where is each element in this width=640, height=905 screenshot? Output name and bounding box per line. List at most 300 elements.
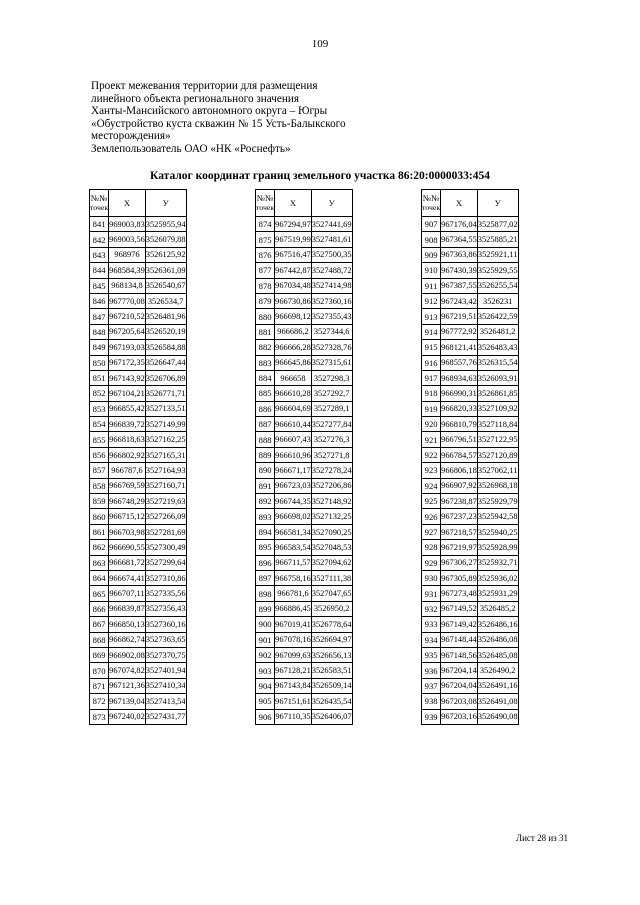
y-coordinate-cell: 3527109,92 — [477, 401, 518, 416]
table-row — [256, 417, 353, 432]
point-number-cell: 882 — [256, 340, 275, 355]
point-number-cell: 856 — [90, 447, 109, 462]
x-coordinate-cell: 967205,64 — [109, 324, 146, 339]
y-coordinate-cell: 3525955,94 — [145, 217, 186, 232]
table-row — [90, 232, 187, 247]
x-coordinate-cell: 969003,83 — [109, 217, 146, 232]
x-coordinate-cell: 966604,69 — [275, 401, 312, 416]
x-coordinate-cell: 967148,44 — [441, 632, 478, 647]
x-coordinate-cell: 967110,35 — [275, 709, 312, 724]
x-coordinate-cell: 966781,6 — [275, 586, 312, 601]
table-row — [256, 494, 353, 509]
table-row — [90, 217, 187, 232]
y-coordinate-cell: 3527410,34 — [145, 678, 186, 693]
y-coordinate-cell: 3526861,85 — [477, 386, 518, 401]
x-coordinate-cell: 966744,35 — [275, 494, 312, 509]
point-number-cell: 924 — [422, 478, 441, 493]
y-coordinate-cell: 3526486,16 — [477, 617, 518, 632]
point-number-cell: 851 — [90, 370, 109, 385]
y-coordinate-cell: 3527111,38 — [311, 570, 352, 585]
table-row — [90, 647, 187, 662]
y-coordinate-cell: 3527048,53 — [311, 540, 352, 555]
y-coordinate-cell: 3525929,79 — [477, 494, 518, 509]
table-header-row — [256, 190, 353, 217]
point-number-cell: 930 — [422, 570, 441, 585]
y-coordinate-cell: 3527488,72 — [311, 263, 352, 278]
x-coordinate-cell: 966758,16 — [275, 570, 312, 585]
table-row — [422, 478, 519, 493]
y-coordinate-cell: 3527206,86 — [311, 478, 352, 493]
x-coordinate-cell: 966666,28 — [275, 340, 312, 355]
point-number-header-line1: №№ — [90, 193, 108, 203]
table-row — [256, 293, 353, 308]
point-number-cell: 918 — [422, 386, 441, 401]
y-coordinate-cell: 3527360,16 — [145, 617, 186, 632]
x-coordinate-cell: 966681,72 — [109, 555, 146, 570]
x-coordinate-cell: 966686,2 — [275, 324, 312, 339]
x-coordinate-cell: 966855,42 — [109, 401, 146, 416]
point-number-cell: 861 — [90, 524, 109, 539]
y-coordinate-cell: 3526361,09 — [145, 263, 186, 278]
table-row — [256, 663, 353, 678]
y-coordinate-cell: 3527315,61 — [311, 355, 352, 370]
table-row — [90, 524, 187, 539]
x-coordinate-cell: 966711,57 — [275, 555, 312, 570]
point-number-cell: 901 — [256, 632, 275, 647]
point-number-cell: 917 — [422, 370, 441, 385]
table-row — [90, 678, 187, 693]
y-coordinate-cell: 3527118,84 — [477, 417, 518, 432]
table-row — [256, 324, 353, 339]
table-row — [256, 370, 353, 385]
table-row — [422, 447, 519, 462]
point-number-cell: 898 — [256, 586, 275, 601]
x-coordinate-cell: 966907,92 — [441, 478, 478, 493]
header-line: Проект межевания территории для размещения — [91, 80, 318, 92]
y-coordinate-cell: 3526520,19 — [145, 324, 186, 339]
x-coordinate-cell: 966990,31 — [441, 386, 478, 401]
point-number-cell: 860 — [90, 509, 109, 524]
point-number-cell: 894 — [256, 524, 275, 539]
y-coordinate-cell: 3527441,69 — [311, 217, 352, 232]
table-row — [422, 247, 519, 262]
x-coordinate-cell: 966607,43 — [275, 432, 312, 447]
y-coordinate-cell: 3527335,56 — [145, 586, 186, 601]
y-coordinate-cell: 3526125,92 — [145, 247, 186, 262]
table-row — [256, 678, 353, 693]
point-number-cell: 868 — [90, 632, 109, 647]
x-coordinate-cell: 966703,98 — [109, 524, 146, 539]
table-row — [422, 370, 519, 385]
point-number-cell: 855 — [90, 432, 109, 447]
y-coordinate-cell: 3527356,43 — [145, 601, 186, 616]
y-coordinate-cell: 3525877,02 — [477, 217, 518, 232]
y-coordinate-cell: 3526534,7 — [145, 293, 186, 308]
table-row — [422, 694, 519, 709]
y-coordinate-cell: 3526485,08 — [477, 647, 518, 662]
x-coordinate-cell: 966583,54 — [275, 540, 312, 555]
point-number-cell: 887 — [256, 417, 275, 432]
point-number-cell: 844 — [90, 263, 109, 278]
table-row — [256, 463, 353, 478]
table-row — [422, 278, 519, 293]
y-coordinate-cell: 3527149,99 — [145, 417, 186, 432]
table-row — [422, 509, 519, 524]
x-coordinate-cell: 966690,55 — [109, 540, 146, 555]
table-header-row — [90, 190, 187, 217]
x-coordinate-cell: 967210,52 — [109, 309, 146, 324]
point-number-cell: 883 — [256, 355, 275, 370]
x-coordinate-cell: 967218,57 — [441, 524, 478, 539]
header-line: Землепользователь ОАО «НК «Роснефть» — [91, 142, 291, 155]
table-row — [90, 309, 187, 324]
table-row — [256, 509, 353, 524]
table-row — [422, 632, 519, 647]
column-header-x: X — [441, 190, 478, 217]
x-coordinate-cell: 966645,86 — [275, 355, 312, 370]
x-coordinate-cell: 967204,04 — [441, 678, 478, 693]
point-number-cell: 846 — [90, 293, 109, 308]
table-row — [422, 601, 519, 616]
point-number-cell: 878 — [256, 278, 275, 293]
table-row — [422, 463, 519, 478]
x-coordinate-cell: 967121,36 — [109, 678, 146, 693]
point-number-cell: 908 — [422, 232, 441, 247]
point-number-cell: 876 — [256, 247, 275, 262]
x-coordinate-cell: 968557,76 — [441, 355, 478, 370]
y-coordinate-cell: 3527165,31 — [145, 447, 186, 462]
x-coordinate-cell: 967240,02 — [109, 709, 146, 724]
x-coordinate-cell: 966769,59 — [109, 478, 146, 493]
y-coordinate-cell: 3527292,7 — [311, 386, 352, 401]
point-number-cell: 921 — [422, 432, 441, 447]
x-coordinate-cell: 968584,39 — [109, 263, 146, 278]
y-coordinate-cell: 3527289,1 — [311, 401, 352, 416]
x-coordinate-cell: 967172,35 — [109, 355, 146, 370]
table-row — [256, 355, 353, 370]
point-number-cell: 939 — [422, 709, 441, 724]
y-coordinate-cell: 3525940,25 — [477, 524, 518, 539]
table-row — [256, 524, 353, 539]
y-coordinate-cell: 3526079,88 — [145, 232, 186, 247]
y-coordinate-cell: 3527370,75 — [145, 647, 186, 662]
x-coordinate-cell: 967139,04 — [109, 694, 146, 709]
point-number-cell: 863 — [90, 555, 109, 570]
x-coordinate-cell: 967148,56 — [441, 647, 478, 662]
x-coordinate-cell: 966723,03 — [275, 478, 312, 493]
point-number-cell: 927 — [422, 524, 441, 539]
point-number-cell: 873 — [90, 709, 109, 724]
point-number-cell: 888 — [256, 432, 275, 447]
table-row — [422, 494, 519, 509]
y-coordinate-cell: 3526422,59 — [477, 309, 518, 324]
point-number-cell: 910 — [422, 263, 441, 278]
x-coordinate-cell: 967176,04 — [441, 217, 478, 232]
point-number-cell: 907 — [422, 217, 441, 232]
x-coordinate-cell: 968134,8 — [109, 278, 146, 293]
point-number-cell: 935 — [422, 647, 441, 662]
point-number-cell: 912 — [422, 293, 441, 308]
table-row — [256, 278, 353, 293]
x-coordinate-cell: 967151,61 — [275, 694, 312, 709]
table-row — [422, 709, 519, 724]
table-row — [90, 540, 187, 555]
table-row — [90, 386, 187, 401]
table-row — [90, 340, 187, 355]
table-row — [422, 293, 519, 308]
point-number-cell: 880 — [256, 309, 275, 324]
point-number-cell: 903 — [256, 663, 275, 678]
table-row — [422, 263, 519, 278]
header-line: «Обустройство куста скважин № 15 Усть-Балыкского — [91, 117, 346, 130]
table-row — [422, 663, 519, 678]
x-coordinate-cell: 967237,23 — [441, 509, 478, 524]
y-coordinate-cell: 3527413,54 — [145, 694, 186, 709]
header-line: Ханты-Мансийского автономного округа – Югры — [91, 105, 328, 118]
y-coordinate-cell: 3527344,6 — [311, 324, 352, 339]
point-number-cell: 913 — [422, 309, 441, 324]
point-number-cell: 899 — [256, 601, 275, 616]
x-coordinate-cell: 967099,63 — [275, 647, 312, 662]
point-number-cell: 848 — [90, 324, 109, 339]
point-number-cell: 902 — [256, 647, 275, 662]
table-row — [90, 601, 187, 616]
y-coordinate-cell: 3527062,11 — [477, 463, 518, 478]
point-number-cell: 895 — [256, 540, 275, 555]
x-coordinate-cell: 969003,56 — [109, 232, 146, 247]
point-number-cell: 862 — [90, 540, 109, 555]
x-coordinate-cell: 966730,86 — [275, 293, 312, 308]
coordinate-table — [421, 189, 519, 725]
y-coordinate-cell: 3527122,95 — [477, 432, 518, 447]
table-row — [90, 278, 187, 293]
table-row — [90, 663, 187, 678]
x-coordinate-cell: 967387,55 — [441, 278, 478, 293]
x-coordinate-cell: 966902,08 — [109, 647, 146, 662]
column-header-point-number — [256, 190, 275, 217]
x-coordinate-cell: 967204,14 — [441, 663, 478, 678]
point-number-cell: 919 — [422, 401, 441, 416]
x-coordinate-cell: 966784,57 — [441, 447, 478, 462]
y-coordinate-cell: 3526540,67 — [145, 278, 186, 293]
x-coordinate-cell: 967203,08 — [441, 694, 478, 709]
x-coordinate-cell: 967128,21 — [275, 663, 312, 678]
x-coordinate-cell: 967143,84 — [275, 678, 312, 693]
y-coordinate-cell: 3527132,25 — [311, 509, 352, 524]
point-number-cell: 923 — [422, 463, 441, 478]
point-number-cell: 879 — [256, 293, 275, 308]
catalog-title: Каталог координат границ земельного участка 86:20:0000033:454 — [150, 170, 490, 182]
point-number-cell: 875 — [256, 232, 275, 247]
point-number-cell: 905 — [256, 694, 275, 709]
table-row — [422, 570, 519, 585]
x-coordinate-cell: 968121,41 — [441, 340, 478, 355]
table-row — [90, 463, 187, 478]
x-coordinate-cell: 967019,41 — [275, 617, 312, 632]
x-coordinate-cell: 966802,92 — [109, 447, 146, 462]
y-coordinate-cell: 3526231 — [477, 293, 518, 308]
x-coordinate-cell: 967104,21 — [109, 386, 146, 401]
table-row — [90, 293, 187, 308]
table-row — [90, 370, 187, 385]
point-number-cell: 858 — [90, 478, 109, 493]
y-coordinate-cell: 3527277,84 — [311, 417, 352, 432]
y-coordinate-cell: 3525885,21 — [477, 232, 518, 247]
table-header-row — [422, 190, 519, 217]
point-number-cell: 914 — [422, 324, 441, 339]
table-row — [422, 217, 519, 232]
point-number-cell: 870 — [90, 663, 109, 678]
y-coordinate-cell: 3527360,16 — [311, 293, 352, 308]
table-row — [422, 540, 519, 555]
point-number-cell: 866 — [90, 601, 109, 616]
y-coordinate-cell: 3526481,2 — [477, 324, 518, 339]
x-coordinate-cell: 968934,63 — [441, 370, 478, 385]
table-row — [256, 263, 353, 278]
x-coordinate-cell: 967078,16 — [275, 632, 312, 647]
point-number-cell: 934 — [422, 632, 441, 647]
point-number-cell: 891 — [256, 478, 275, 493]
header-line: месторождения» — [91, 130, 171, 143]
x-coordinate-cell: 966581,34 — [275, 524, 312, 539]
y-coordinate-cell: 3526481,96 — [145, 309, 186, 324]
point-number-cell: 869 — [90, 647, 109, 662]
table-row — [256, 447, 353, 462]
point-number-cell: 906 — [256, 709, 275, 724]
x-coordinate-cell: 966850,13 — [109, 617, 146, 632]
y-coordinate-cell: 3526778,64 — [311, 617, 352, 632]
point-number-cell: 884 — [256, 370, 275, 385]
y-coordinate-cell: 3527481,61 — [311, 232, 352, 247]
x-coordinate-cell: 966818,63 — [109, 432, 146, 447]
y-coordinate-cell: 3527299,64 — [145, 555, 186, 570]
point-number-cell: 877 — [256, 263, 275, 278]
point-number-cell: 865 — [90, 586, 109, 601]
table-row — [256, 217, 353, 232]
table-row — [256, 340, 353, 355]
x-coordinate-cell: 967074,82 — [109, 663, 146, 678]
x-coordinate-cell: 967219,51 — [441, 309, 478, 324]
table-row — [422, 586, 519, 601]
table-row — [256, 386, 353, 401]
point-number-cell: 925 — [422, 494, 441, 509]
x-coordinate-cell: 966862,74 — [109, 632, 146, 647]
x-coordinate-cell: 967149,52 — [441, 601, 478, 616]
x-coordinate-cell: 967770,08 — [109, 293, 146, 308]
y-coordinate-cell: 3527164,93 — [145, 463, 186, 478]
table-row — [256, 601, 353, 616]
y-coordinate-cell: 3527355,43 — [311, 309, 352, 324]
y-coordinate-cell: 3526315,54 — [477, 355, 518, 370]
x-coordinate-cell: 967442,87 — [275, 263, 312, 278]
y-coordinate-cell: 3526491,16 — [477, 678, 518, 693]
point-number-cell: 854 — [90, 417, 109, 432]
y-coordinate-cell: 3525921,11 — [477, 247, 518, 262]
column-header-y: У — [311, 190, 352, 217]
point-number-cell: 841 — [90, 217, 109, 232]
table-row — [256, 247, 353, 262]
y-coordinate-cell: 3526656,13 — [311, 647, 352, 662]
column-header-point-number — [90, 190, 109, 217]
x-coordinate-cell: 967143,92 — [109, 370, 146, 385]
y-coordinate-cell: 3527148,92 — [311, 494, 352, 509]
y-coordinate-cell: 3526968,18 — [477, 478, 518, 493]
table-row — [422, 309, 519, 324]
table-row — [422, 678, 519, 693]
x-coordinate-cell: 966810,79 — [441, 417, 478, 432]
x-coordinate-cell: 966698,12 — [275, 309, 312, 324]
point-number-cell: 937 — [422, 678, 441, 693]
y-coordinate-cell: 3526486,08 — [477, 632, 518, 647]
point-number-cell: 926 — [422, 509, 441, 524]
y-coordinate-cell: 3525942,58 — [477, 509, 518, 524]
x-coordinate-cell: 967306,27 — [441, 555, 478, 570]
y-coordinate-cell: 3527047,65 — [311, 586, 352, 601]
x-coordinate-cell: 966839,72 — [109, 417, 146, 432]
point-number-cell: 853 — [90, 401, 109, 416]
point-number-cell: 857 — [90, 463, 109, 478]
table-row — [256, 586, 353, 601]
x-coordinate-cell: 968976 — [109, 247, 146, 262]
column-header-point-number — [422, 190, 441, 217]
table-row — [422, 355, 519, 370]
table-row — [422, 417, 519, 432]
table-row — [90, 494, 187, 509]
x-coordinate-cell: 966839,87 — [109, 601, 146, 616]
x-coordinate-cell: 967238,87 — [441, 494, 478, 509]
y-coordinate-cell: 3527094,62 — [311, 555, 352, 570]
table-row — [90, 324, 187, 339]
x-coordinate-cell: 967430,39 — [441, 263, 478, 278]
x-coordinate-cell: 967219,97 — [441, 540, 478, 555]
x-coordinate-cell: 966806,18 — [441, 463, 478, 478]
y-coordinate-cell: 3525931,29 — [477, 586, 518, 601]
y-coordinate-cell: 3526583,51 — [311, 663, 352, 678]
table-row — [256, 232, 353, 247]
point-number-cell: 867 — [90, 617, 109, 632]
y-coordinate-cell: 3526093,91 — [477, 370, 518, 385]
x-coordinate-cell: 967516,47 — [275, 247, 312, 262]
x-coordinate-cell: 967034,48 — [275, 278, 312, 293]
point-number-cell: 842 — [90, 232, 109, 247]
point-number-cell: 931 — [422, 586, 441, 601]
y-coordinate-cell: 3526584,88 — [145, 340, 186, 355]
column-header-x: X — [109, 190, 146, 217]
table-row — [256, 617, 353, 632]
y-coordinate-cell: 3525936,02 — [477, 570, 518, 585]
point-number-cell: 886 — [256, 401, 275, 416]
coordinate-table — [255, 189, 353, 725]
point-number-cell: 859 — [90, 494, 109, 509]
point-number-cell: 897 — [256, 570, 275, 585]
y-coordinate-cell: 3527500,35 — [311, 247, 352, 262]
y-coordinate-cell: 3526491,08 — [477, 694, 518, 709]
table-row — [90, 401, 187, 416]
y-coordinate-cell: 3527281,69 — [145, 524, 186, 539]
table-row — [90, 263, 187, 278]
table-row — [422, 617, 519, 632]
point-number-cell: 896 — [256, 555, 275, 570]
x-coordinate-cell: 967305,89 — [441, 570, 478, 585]
y-coordinate-cell: 3527310,86 — [145, 570, 186, 585]
y-coordinate-cell: 3526490,2 — [477, 663, 518, 678]
y-coordinate-cell: 3527162,25 — [145, 432, 186, 447]
table-row — [90, 570, 187, 585]
x-coordinate-cell: 966748,29 — [109, 494, 146, 509]
y-coordinate-cell: 3527278,24 — [311, 463, 352, 478]
y-coordinate-cell: 3526255,54 — [477, 278, 518, 293]
table-row — [422, 432, 519, 447]
